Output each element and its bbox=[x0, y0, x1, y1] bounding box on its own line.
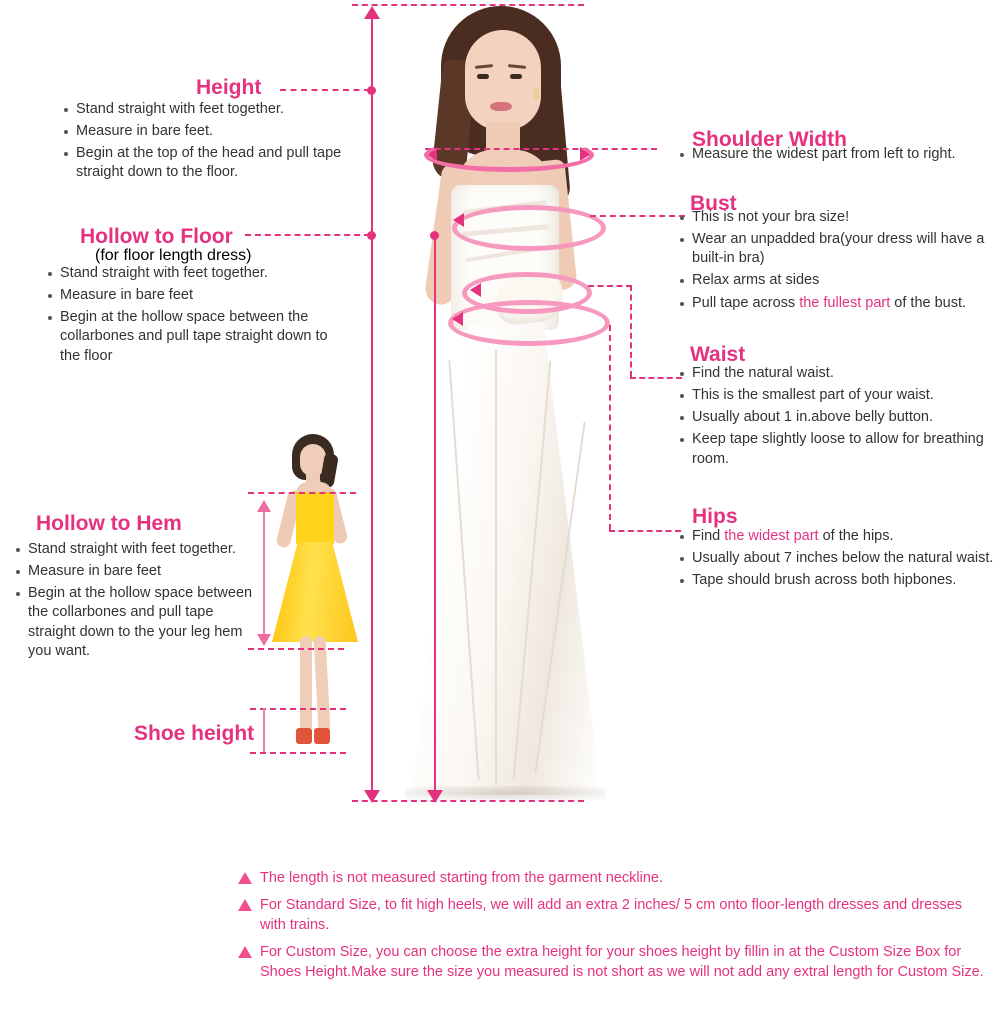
list-item: Wear an unpadded bra(your dress will have a built-in bra) bbox=[678, 230, 998, 268]
hollow-to-hem-arrow-top bbox=[257, 500, 271, 512]
warning-triangle-icon bbox=[238, 899, 252, 911]
list-item: Measure in bare feet bbox=[14, 562, 264, 581]
hips-widest-pre: Find bbox=[692, 528, 725, 544]
waist-heading-label: Waist bbox=[690, 343, 746, 366]
footer-note-2-text: For Standard Size, to fit high heels, we will add an extra 2 inches/ 5 cm onto floor-length dresses and dresses with trains. bbox=[260, 896, 963, 934]
hips-heading bbox=[692, 505, 738, 529]
height-heading-label: Height bbox=[196, 76, 262, 99]
hips-bullet-list bbox=[678, 527, 998, 593]
footer-note-1-text: The length is not measured starting from the garment neckline. bbox=[260, 870, 663, 886]
shoe-height-heading-label: Shoe height bbox=[134, 722, 255, 745]
height-line bbox=[371, 18, 373, 798]
footer-note-3-text: For Custom Size, you can choose the extra height for your shoes height by fillin in at the Custom Size Box for Shoes Height.Make sure the size you measured is not short as we will not add any extral length for Custom Size. bbox=[260, 943, 984, 981]
list-item: Keep tape slightly loose to allow for breathing room. bbox=[678, 430, 998, 468]
bust-leader bbox=[590, 215, 685, 217]
list-item: Begin at the hollow space between the collarbones and pull tape straight down to the your leg hem you want. bbox=[14, 584, 264, 661]
list-item: Begin at the hollow space between the collarbones and pull tape straight down to the floor bbox=[46, 308, 336, 365]
warning-triangle-icon bbox=[238, 872, 252, 884]
list-item: Find the natural waist. bbox=[678, 364, 998, 383]
hollow-to-hem-heading-label: Hollow to Hem bbox=[36, 512, 182, 535]
hollow-to-floor-arrow bbox=[427, 790, 443, 803]
list-item: Measure in bare feet. bbox=[62, 122, 342, 141]
list-item-hips-widest bbox=[678, 527, 998, 546]
main-model-illustration bbox=[345, 0, 645, 810]
footer-note-1 bbox=[238, 868, 988, 889]
shoulder-width-band bbox=[424, 138, 594, 172]
hips-leader-2 bbox=[609, 530, 681, 532]
list-item: Usually about 1 in.above belly button. bbox=[678, 408, 998, 427]
height-top-tick bbox=[352, 4, 584, 6]
list-item-bust-fullest bbox=[678, 294, 998, 313]
shoe-height-bottom-tick bbox=[250, 752, 346, 754]
shoe-height-heading bbox=[134, 722, 254, 746]
bust-band bbox=[452, 205, 606, 251]
hollow-to-floor-subheading: (for floor length dress) bbox=[95, 247, 252, 264]
list-item: Stand straight with feet together. bbox=[46, 264, 336, 283]
list-item: Stand straight with feet together. bbox=[62, 100, 342, 119]
hips-leader-1 bbox=[609, 325, 611, 530]
short-dress-model-illustration bbox=[258, 430, 368, 760]
bust-fullest-highlight: the fullest part bbox=[799, 294, 891, 311]
hips-heading-label: Hips bbox=[692, 505, 738, 528]
list-item: Measure the widest part from left to right. bbox=[678, 145, 998, 164]
hollow-to-hem-bullet-list bbox=[14, 540, 264, 664]
shoulder-width-heading-label: Shoulder Width bbox=[692, 128, 847, 151]
list-item: Stand straight with feet together. bbox=[14, 540, 264, 559]
list-item: Begin at the top of the head and pull tape straight down to the floor. bbox=[62, 144, 342, 182]
hips-band bbox=[448, 300, 610, 346]
list-item: This is the smallest part of your waist. bbox=[678, 386, 998, 405]
list-item: Measure in bare feet bbox=[46, 286, 336, 305]
footer-note-2 bbox=[238, 895, 988, 936]
waist-leader-1 bbox=[588, 285, 632, 287]
hollow-to-floor-line bbox=[434, 236, 436, 798]
shoe-height-line bbox=[263, 708, 265, 752]
hips-widest-post: of the hips. bbox=[818, 528, 894, 544]
height-heading bbox=[196, 76, 261, 100]
bust-fullest-post: of the bust. bbox=[890, 294, 967, 311]
hollow-to-floor-heading bbox=[80, 225, 233, 249]
height-bottom-tick bbox=[352, 800, 584, 802]
hollow-to-floor-leader bbox=[245, 234, 370, 236]
bust-bullet-list bbox=[678, 208, 998, 316]
hollow-to-hem-top-tick bbox=[248, 492, 356, 494]
list-item: Tape should brush across both hipbones. bbox=[678, 571, 998, 590]
hips-widest-highlight: the widest part bbox=[724, 528, 819, 544]
bust-heading-label: Bust bbox=[690, 192, 737, 215]
list-item: Relax arms at sides bbox=[678, 271, 998, 290]
warning-triangle-icon bbox=[238, 946, 252, 958]
shoulder-width-bullet-list bbox=[678, 145, 998, 167]
waist-leader-2 bbox=[630, 285, 632, 377]
list-item: This is not your bra size! bbox=[678, 208, 998, 227]
footer-note-3 bbox=[238, 942, 988, 983]
hollow-to-hem-heading bbox=[36, 512, 182, 536]
waist-leader-3 bbox=[630, 377, 682, 379]
height-bullet-list bbox=[62, 100, 342, 186]
waist-arrow-left bbox=[470, 283, 481, 297]
list-item: Usually about 7 inches below the natural waist. bbox=[678, 549, 998, 568]
hollow-to-floor-heading-label: Hollow to Floor bbox=[80, 225, 233, 248]
bust-arrow-left bbox=[453, 213, 464, 227]
hollow-to-floor-bullet-list bbox=[46, 264, 336, 369]
waist-bullet-list bbox=[678, 364, 998, 472]
height-leader bbox=[280, 89, 370, 91]
hips-arrow-left bbox=[452, 312, 463, 326]
footer-notes bbox=[238, 868, 988, 989]
bust-fullest-pre: Pull tape across bbox=[692, 294, 800, 311]
